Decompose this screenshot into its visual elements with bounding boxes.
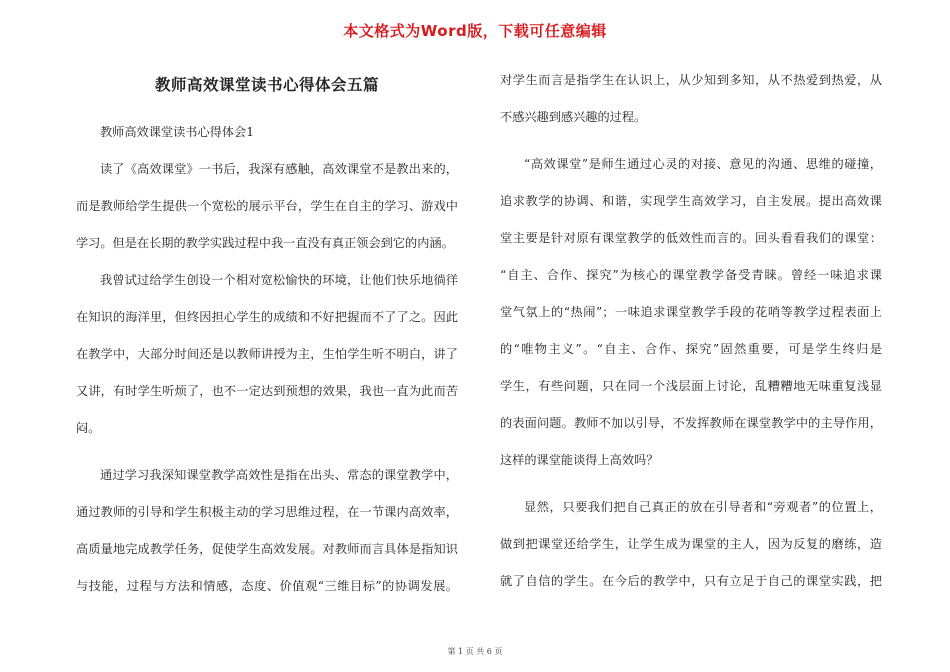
paragraph-line: 对学生而言是指学生在认识上，从少知到多知，从不热爱到热爱，从 — [500, 73, 882, 87]
paragraph-line: 学习。但是在长期的教学实践过程中我一直没有真正领会到它的内涵。 — [76, 236, 454, 250]
paragraph-line: 在知识的海洋里，但终因担心学生的成绩和不好把握而不了了之。因此 — [76, 310, 458, 324]
paragraph-line: 追求教学的协调、和谐，实现学生高效学习，自主发展。提出高效课 — [500, 194, 882, 208]
format-banner: 本文格式为Word版，下载可任意编辑 — [343, 22, 607, 40]
paragraph-line: 这样的课堂能谈得上高效吗？ — [500, 453, 659, 467]
paragraph-line: 的表面问题。教师不加以引导，不发挥教师在课堂教学中的主导作用， — [500, 416, 882, 430]
right-column — [500, 62, 882, 600]
paragraph-line: 又讲，有时学生听烦了，也不一定达到预想的效果，我也一直为此而苦 — [76, 384, 458, 398]
paragraph-line: 做到把课堂还给学生，让学生成为课堂的主人，因为反复的磨练，造 — [500, 537, 882, 551]
paragraph-line: 与技能，过程与方法和情感，态度、价值观“三维目标”的协调发展。 — [76, 579, 458, 593]
paragraph-line: 学生，有些问题，只在同一个浅层面上讨论，乱糟糟地无味重复浅显 — [500, 379, 882, 393]
paragraph-line: “高效课堂”是师生通过心灵的对接、意见的沟通、思维的碰撞， — [524, 157, 882, 171]
paragraph-line: 闷。 — [76, 421, 101, 435]
paragraph-line: 堂气氛上的“热闹”；一味追求课堂教学手段的花哨等教学过程表面上 — [500, 305, 882, 319]
paragraph-line: 不感兴趣到感兴趣的过程。 — [500, 110, 647, 124]
paragraph-line: 读了《高效课堂》一书后，我深有感触，高效课堂不是教出来的， — [100, 162, 458, 176]
paragraph-line: 高质量地完成教学任务，促使学生高效发展。对教师而言具体是指知识 — [76, 542, 458, 556]
paragraph-line: 就了自信的学生。在今后的教学中，只有立足于自己的课堂实践，把 — [500, 574, 882, 588]
paragraph-line: 在教学中，大部分时间还是以教师讲授为主，生怕学生听不明白，讲了 — [76, 347, 458, 361]
document-title: 教师高效课堂读书心得体会五篇 — [154, 75, 379, 94]
page-number: 第 1 页 共 6 页 — [447, 647, 503, 656]
paragraph-line: 显然，只要我们把自己真正的放在引导者和“旁观者”的位置上， — [524, 500, 882, 514]
paragraph-line: 我曾试过给学生创设一个相对宽松愉快的环境，让他们快乐地徜徉 — [100, 273, 458, 287]
paragraph-line: 堂主要是针对原有课堂教学的低效性而言的。回头看看我们的课堂： — [500, 231, 882, 245]
section-heading: 教师高效课堂读书心得体会1 — [100, 125, 255, 139]
paragraph-line: 通过学习我深知课堂教学高效性是指在出头、常态的课堂教学中， — [100, 468, 458, 482]
left-column — [76, 74, 458, 605]
paragraph-line: 而是教师给学生提供一个宽松的展示平台，学生在自主的学习、游戏中 — [76, 199, 458, 213]
paragraph-line: “自主、合作、探究”为核心的课堂教学备受青睐。曾经一味追求课 — [500, 268, 882, 282]
paragraph-line: 通过教师的引导和学生积极主动的学习思维过程，在一节课内高效率， — [76, 505, 458, 519]
paragraph-line: 的“唯物主义”。“自主、合作、探究”固然重要，可是学生终归是 — [500, 342, 882, 356]
